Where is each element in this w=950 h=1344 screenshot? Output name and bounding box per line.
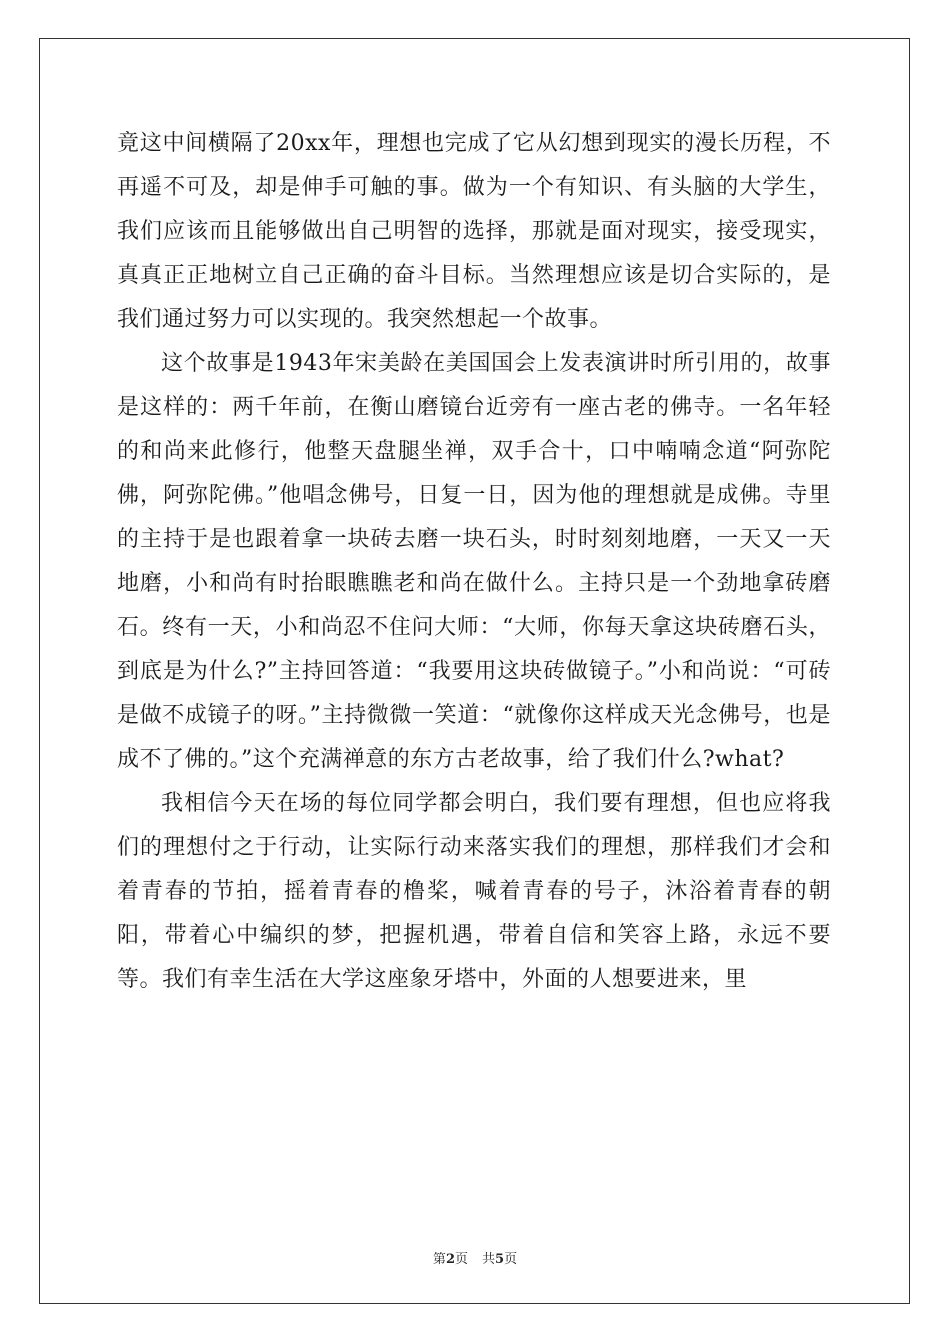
paragraph-2: 这个故事是1943年宋美龄在美国国会上发表演讲时所引用的，故事是这样的：两千年前，在衡山磨镜台近旁有一座古老的佛寺。一名年轻的和尚来此修行，他整天盘腿坐禅，双手合十，口中喃喃念道“阿弥陀佛，阿弥陀佛。”他唱念佛号，日复一日，因为他的理想就是成佛。寺里的主持于是也跟着拿一块砖去磨一块石头，时时刻刻地磨，一天又一天地磨，小和尚有时抬眼瞧瞧老和尚在做什么。主持只是一个劲地拿砖磨石。终有一天，小和尚忍不住问大师：“大师，你每天拿这块砖磨石头，到底是为什么?”主持回答道：“我要用这块砖做镜子。”小和尚说：“可砖是做不成镜子的呀。”主持微微一笑道：“就像你这样成天光念佛号，也是成不了佛的。”这个充满禅意的东方古老故事，给了我们什么?what? [117,351,831,772]
total-suffix: 页 [504,1252,518,1267]
document-body [117,122,831,1002]
paragraph-1: 竟这中间横隔了20xx年，理想也完成了它从幻想到现实的漫长历程，不再遥不可及，却是伸手可触的事。做为一个有知识、有头脑的大学生，我们应该而且能够做出自己明智的选择，那就是面对现实，接受现实，真真正正地树立自己正确的奋斗目标。当然理想应该是切合实际的，是我们通过努力可以实现的。我突然想起一个故事。 [117,131,831,332]
page-prefix: 第 [432,1252,446,1267]
paragraph-3: 我相信今天在场的每位同学都会明白，我们要有理想，但也应将我们的理想付之于行动，让实际行动来落实我们的理想，那样我们才会和着青春的节拍，摇着青春的橹桨，喊着青春的号子，沐浴着青春的朝阳，带着心中编织的梦，把握机遇，带着自信和笑容上路，永远不要等。我们有幸生活在大学这座象牙塔中，外面的人想要进来，里 [117,791,831,992]
total-prefix: 共 [482,1252,496,1267]
page-number: 2 [445,1252,455,1267]
page-footer [0,1248,950,1267]
total-pages: 5 [495,1252,505,1267]
page-suffix: 页 [454,1252,468,1267]
